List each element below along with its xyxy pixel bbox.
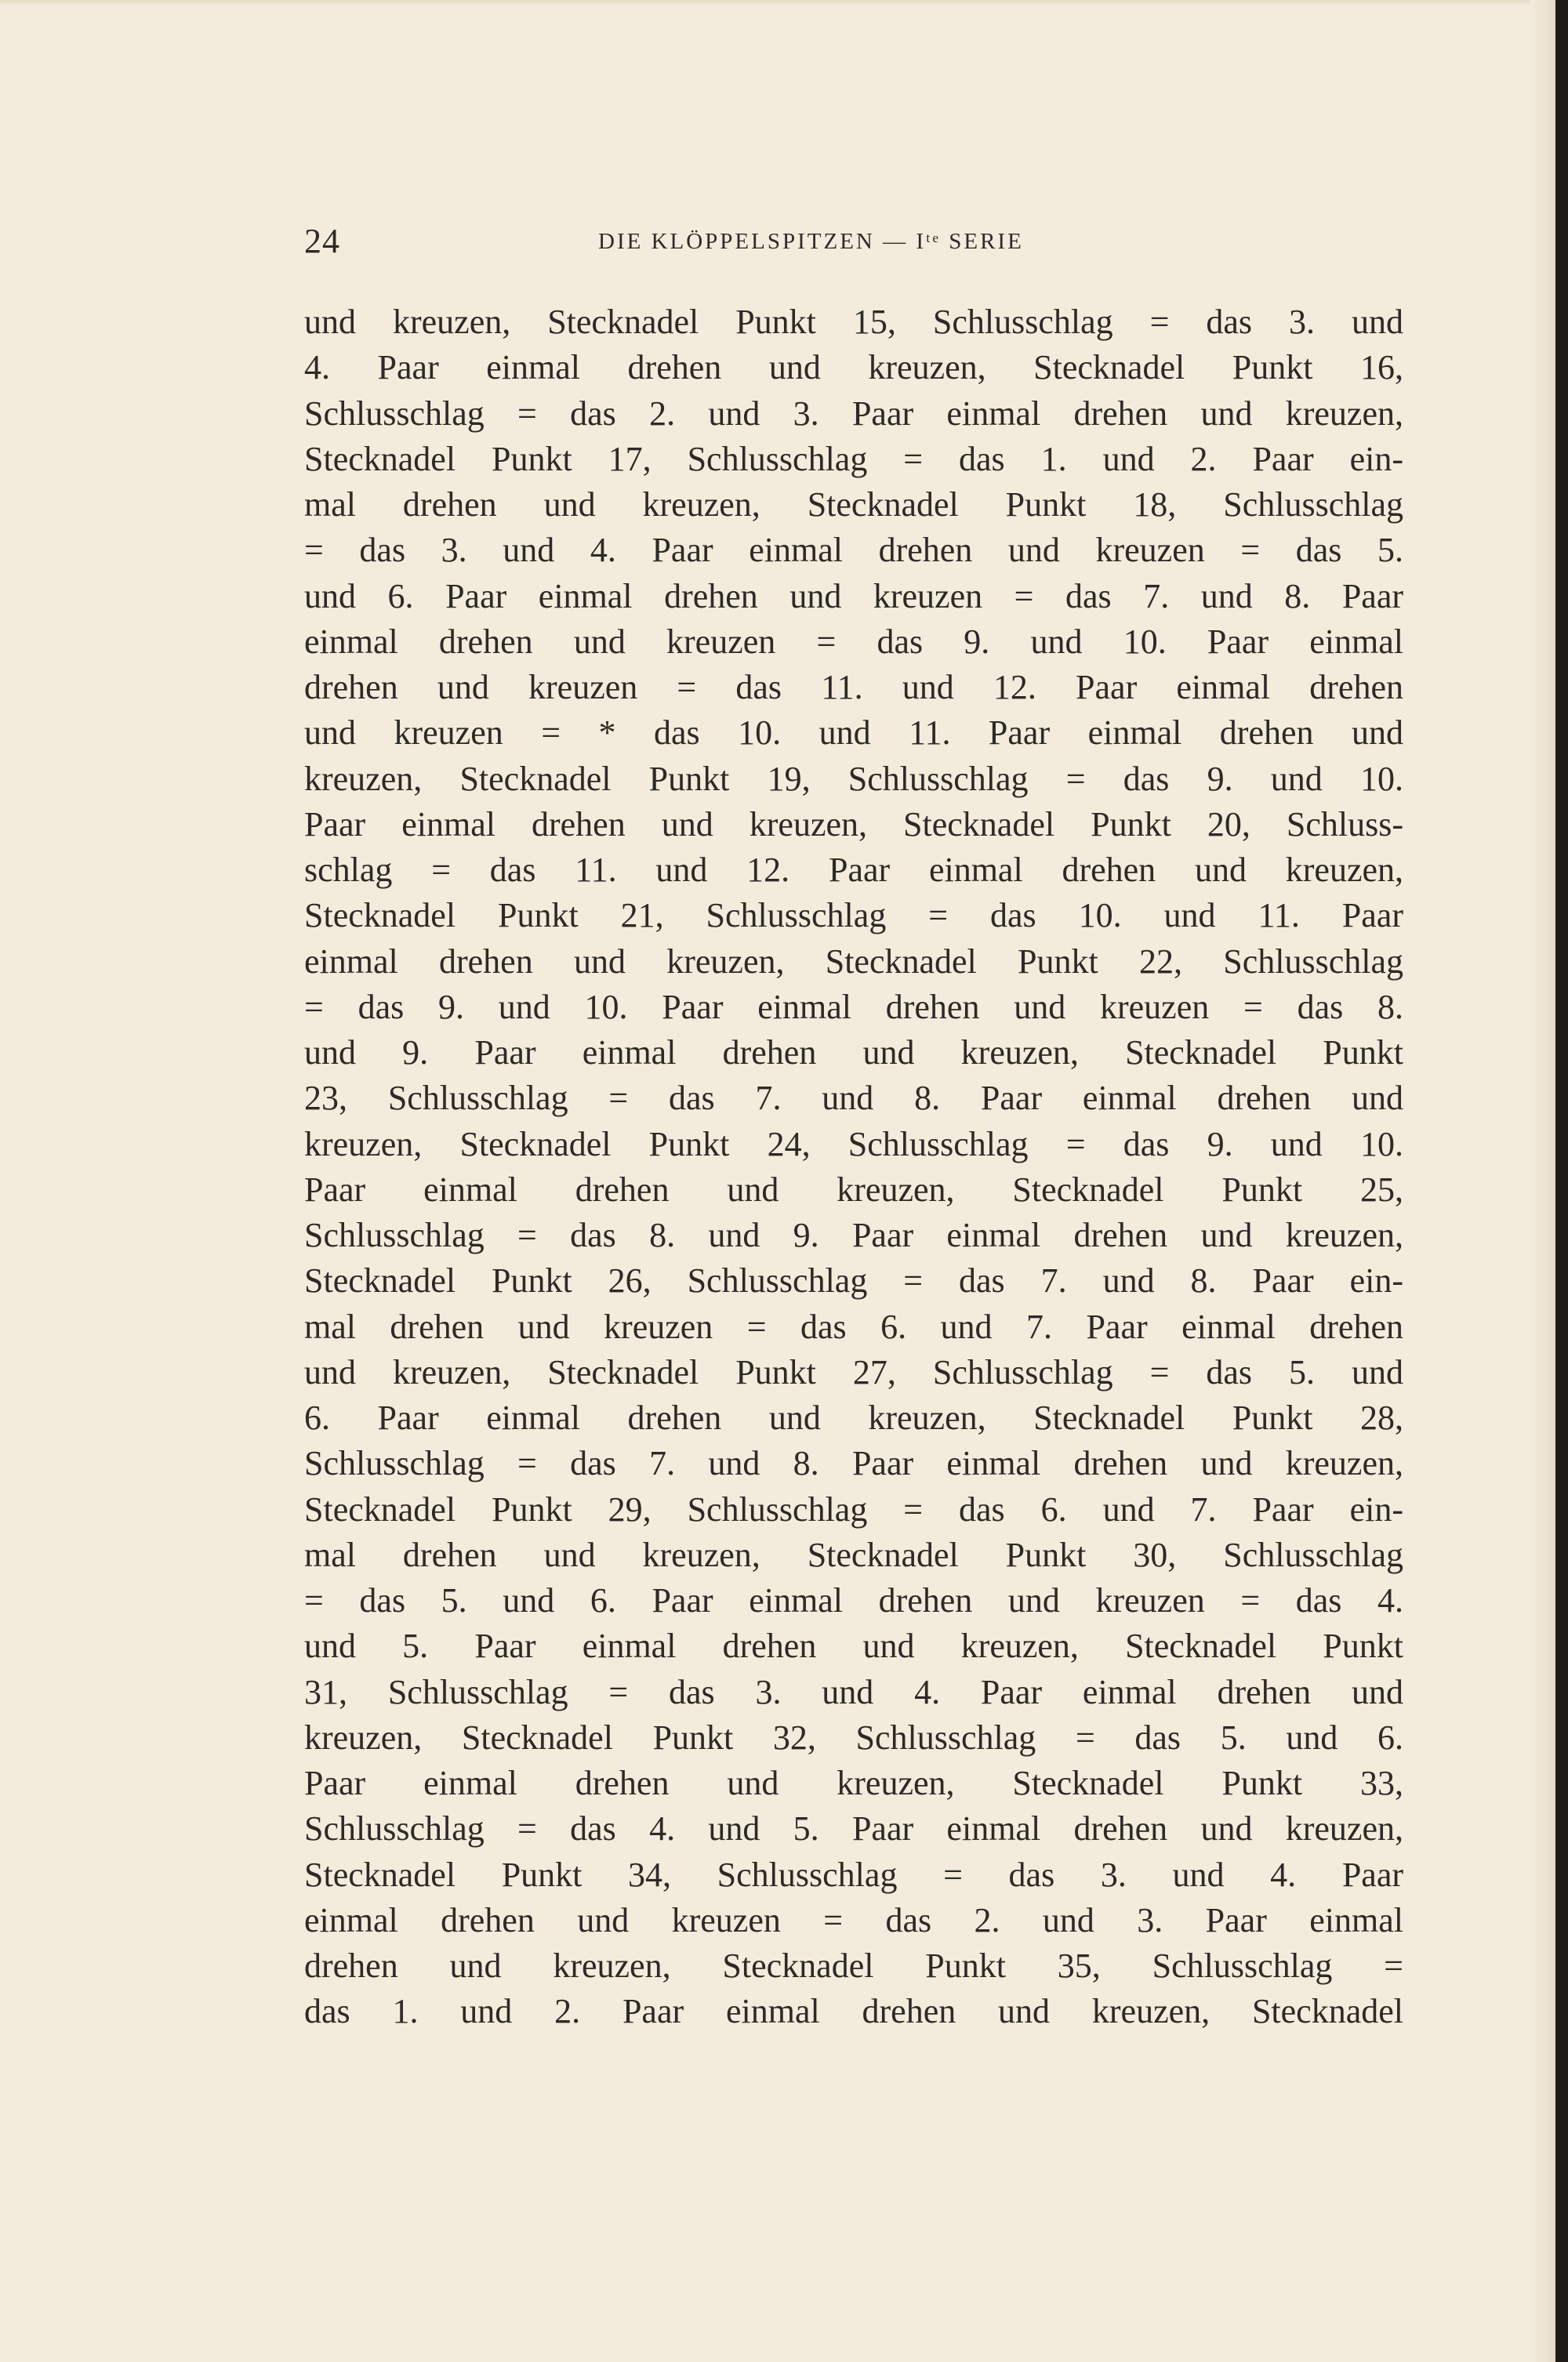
text-line: schlag = das 11. und 12. Paar einmal drehen und kreuzen,	[304, 851, 1403, 889]
text-line: Schlusschlag = das 8. und 9. Paar einmal drehen und kreuzen,	[304, 1216, 1403, 1254]
text-line: Schlusschlag = das 4. und 5. Paar einmal drehen und kreuzen,	[304, 1809, 1403, 1849]
text-line: 6. Paar einmal drehen und kreuzen, Stecknadel Punkt 28,	[304, 1399, 1403, 1437]
text-line: Paar einmal drehen und kreuzen, Stecknadel Punkt 33,	[304, 1764, 1403, 1802]
text-line: und 6. Paar einmal drehen und kreuzen = das 7. und 8. Paar	[304, 576, 1403, 615]
text-line: drehen und kreuzen, Stecknadel Punkt 35, Schlusschlag =	[304, 1947, 1403, 1985]
text-line: = das 5. und 6. Paar einmal drehen und kreuzen = das 4.	[304, 1581, 1403, 1620]
text-line: mal drehen und kreuzen = das 6. und 7. Paar einmal drehen	[304, 1307, 1403, 1346]
text-line: Stecknadel Punkt 26, Schlusschlag = das 7. und 8. Paar ein-	[304, 1261, 1403, 1301]
body-text	[304, 299, 1403, 2035]
page-header	[304, 221, 1402, 260]
text-line: kreuzen, Stecknadel Punkt 32, Schlusschlag = das 5. und 6.	[304, 1718, 1403, 1757]
text-line: Paar einmal drehen und kreuzen, Stecknadel Punkt 25,	[304, 1170, 1403, 1209]
text-line: 4. Paar einmal drehen und kreuzen, Stecknadel Punkt 16,	[304, 348, 1403, 387]
text-line: = das 9. und 10. Paar einmal drehen und kreuzen = das 8.	[304, 987, 1403, 1026]
text-line: Paar einmal drehen und kreuzen, Stecknadel Punkt 20, Schluss-	[304, 804, 1403, 844]
text-line: und 9. Paar einmal drehen und kreuzen, Stecknadel Punkt	[304, 1033, 1403, 1072]
text-line: mal drehen und kreuzen, Stecknadel Punkt 18, Schlusschlag	[304, 485, 1403, 524]
page-top-edge	[0, 0, 1568, 6]
text-line: und kreuzen, Stecknadel Punkt 27, Schlusschlag = das 5. und	[304, 1352, 1403, 1391]
text-line: Schlusschlag = das 2. und 3. Paar einmal drehen und kreuzen,	[304, 394, 1403, 433]
text-line: und kreuzen = * das 10. und 11. Paar einmal drehen und	[304, 713, 1403, 753]
text-line: Schlusschlag = das 7. und 8. Paar einmal drehen und kreuzen,	[304, 1444, 1403, 1483]
text-line: drehen und kreuzen = das 11. und 12. Paar einmal drehen	[304, 668, 1403, 706]
text-line: Stecknadel Punkt 29, Schlusschlag = das 6. und 7. Paar ein-	[304, 1489, 1403, 1529]
text-line: mal drehen und kreuzen, Stecknadel Punkt 30, Schlusschlag	[304, 1535, 1403, 1574]
text-line: 23, Schlusschlag = das 7. und 8. Paar einmal drehen und	[304, 1079, 1403, 1118]
text-line: = das 3. und 4. Paar einmal drehen und kreuzen = das 5.	[304, 531, 1403, 570]
text-line: einmal drehen und kreuzen, Stecknadel Punkt 22, Schlusschlag	[304, 942, 1403, 981]
text-line: einmal drehen und kreuzen = das 9. und 10. Paar einmal	[304, 622, 1403, 661]
book-edge-strip	[1555, 0, 1568, 2362]
text-line: Stecknadel Punkt 34, Schlusschlag = das 3. und 4. Paar	[304, 1855, 1403, 1894]
page-number: 24	[304, 222, 340, 260]
text-line: kreuzen, Stecknadel Punkt 24, Schlusschlag = das 9. und 10.	[304, 1124, 1403, 1163]
text-line: 31, Schlusschlag = das 3. und 4. Paar einmal drehen und	[304, 1672, 1403, 1711]
text-line: kreuzen, Stecknadel Punkt 19, Schlusschlag = das 9. und 10.	[304, 759, 1403, 798]
text-line: einmal drehen und kreuzen = das 2. und 3. Paar einmal	[304, 1900, 1403, 1939]
text-line: Stecknadel Punkt 17, Schlusschlag = das 1. und 2. Paar ein-	[304, 439, 1403, 478]
text-line: und 5. Paar einmal drehen und kreuzen, Stecknadel Punkt	[304, 1627, 1403, 1666]
text-line: und kreuzen, Stecknadel Punkt 15, Schlusschlag = das 3. und	[304, 303, 1403, 341]
text-line: Stecknadel Punkt 21, Schlusschlag = das 10. und 11. Paar	[304, 896, 1403, 935]
text-line: das 1. und 2. Paar einmal drehen und kreuzen, Stecknadel	[304, 1992, 1403, 2031]
running-title: DIE KLÖPPELSPITZEN — Iᵗᵉ SERIE	[598, 229, 1024, 254]
